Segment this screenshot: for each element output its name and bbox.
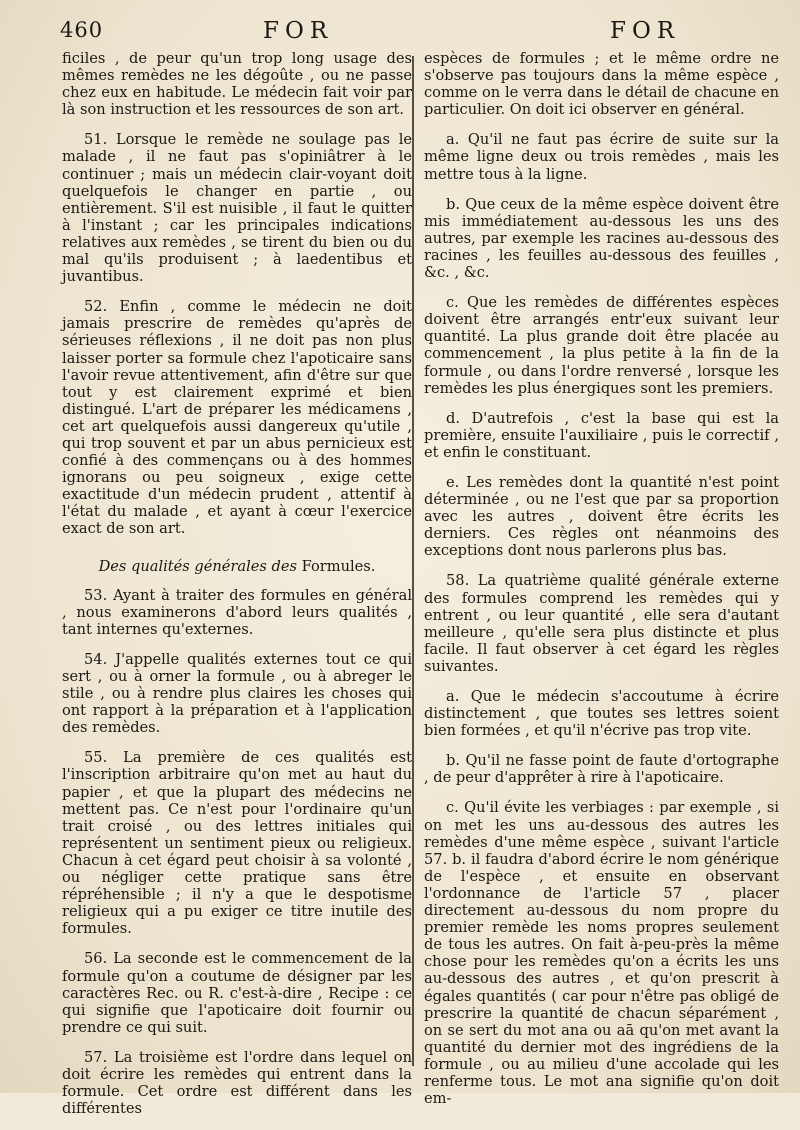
paragraph-58c: c. Qu'il évite les verbiages : par exemple , si on met les uns au-dessous des autres les remèdes d'une même espèce , suivant l'article 57. b. il faudra d'abord écrire le nom générique de l'espèce , et ensuite en observant l'ordonnance de l'article 57 , placer directement au-dessous du nom propre du premier remède les noms propres seulement de tous les autres. On fait à-peu-près la même chose pour les remèdes qu'on a écrits les uns au-dessous des autres , et qu'on prescrit à égales quantités ( car pour n'être pas obligé de prescrire la quantité de chacun séparément , on se sert du mot ana ou aā qu'on met avant la quantité du dernier mot des ingrédiens de la formule , ou au milieu d'une accolade qui les renferme tous. Le mot ana signifie qu'on doit em- bbox=[424, 799, 779, 1108]
running-head-left: FOR bbox=[263, 18, 334, 44]
left-column bbox=[62, 50, 412, 1130]
right-column bbox=[424, 50, 779, 1120]
column-divider bbox=[412, 56, 414, 1066]
page-number: 460 bbox=[60, 18, 104, 42]
paragraph-57: 57. La troisième est l'ordre dans lequel on doit écrire les remèdes qui entrent dans la formule. Cet ordre est différent dans les différentes bbox=[62, 1048, 412, 1118]
section-heading bbox=[62, 558, 412, 575]
paragraph-58: 58. La quatrième qualité générale externe des formules comprend les remèdes qui y entrent , ou leur quantité , elle sera d'autant meilleure , qu'elle sera plus distincte et plus facile. Il faut observer à cet égard les règles suivantes. bbox=[424, 572, 779, 675]
running-head-right: FOR bbox=[610, 18, 681, 44]
paragraph-57d: d. D'autrefois , c'est la base qui est la première, ensuite l'auxiliaire , puis le correctif , et enfin le constituant. bbox=[424, 409, 779, 461]
paragraph-53: 53. Ayant à traiter des formules en général , nous examinerons d'abord leurs qualités , tant internes qu'externes. bbox=[62, 586, 412, 638]
paragraph-51: 51. Lorsque le remède ne soulage pas le malade , il ne faut pas s'opiniâtrer à le continuer ; mais un médecin clair-voyant doit quelquefois le changer en partie , ou entièrement. S'il est nuisible , il faut le quitter à l'instant ; car les principales indications relatives aux remèdes , se tirent du bien ou du mal qu'ils produisent ; à laedentibus et juvantibus. bbox=[62, 131, 412, 286]
paragraph-56: 56. La seconde est le commencement de la formule qu'on a coutume de désigner par les caractères Rec. ou R. c'est-à-dire , Recipe : ce qui signifie que l'apoticaire doit fournir ou prendre ce qui suit. bbox=[62, 950, 412, 1036]
paragraph-54: 54. J'appelle qualités externes tout ce qui sert , ou à orner la formule , ou à abreger le stile , ou à rendre plus claires les choses qui ont rapport à la préparation et à l'application des remèdes. bbox=[62, 650, 412, 737]
paragraph-55: 55. La première de ces qualités est l'inscription arbitraire qu'on met au haut du papier , et que la plupart des médecins ne mettent pas. Ce n'est pour l'ordinaire qu'un trait croisé , ou des lettres initiales qui représentent un sentiment pieux ou religieux. Chacun à cet égard peut choisir à sa volonté , ou négliger cette pratique sans être répréhensible ; il n'y a que le despotisme religieux qui a pu exiger ce titre inutile des formules. bbox=[62, 749, 412, 938]
paragraph-57a: a. Qu'il ne faut pas écrire de suite sur la même ligne deux ou trois remèdes , mais les mettre tous à la ligne. bbox=[424, 131, 779, 183]
paragraph-58a: a. Que le médecin s'accoutume à écrire distinctement , que toutes ses lettres soient bien formées , et qu'il n'écrive pas trop vite. bbox=[424, 688, 779, 740]
page-header bbox=[58, 14, 770, 48]
paragraph-continuation-right: espèces de formules ; et le même ordre ne s'observe pas toujours dans la même espèce , comme on le verra dans le détail de chacune en particulier. On doit ici observer en général. bbox=[424, 50, 779, 119]
paragraph-57b: b. Que ceux de la même espèce doivent être mis immédiatement au-dessous les uns des autres, par exemple les racines au-dessous des racines , les feuilles au-dessous des feuilles , &c. , &c. bbox=[424, 195, 779, 282]
paragraph-continuation: ficiles , de peur qu'un trop long usage des mêmes remèdes ne les dégoûte , ou ne passe chez eux en habitude. Le médecin fait voir par là son instruction et les ressources de son art. bbox=[62, 50, 412, 119]
paragraph-52: 52. Enfin , comme le médecin ne doit jamais prescrire de remèdes qu'après de sérieuses réflexions , il ne doit pas non plus laisser porter sa formule chez l'apoticaire sans l'avoir revue attentivement, afin d'être sur que tout y est clairement exprimé et bien distingué. L'art de préparer les médicamens , cet art quelquefois aussi dangereux qu'utile , qui trop souvent et par un abus pernicieux est confié à des commençans ou à des hommes ignorans ou peu soigneux , exige cette exactitude d'un médecin prudent , attentif à l'état du malade , et ayant à cœur l'exercice exact de son art. bbox=[62, 298, 412, 538]
paragraph-57e: e. Les remèdes dont la quantité n'est point déterminée , ou ne l'est que par sa proportion avec les autres , doivent être écrits les derniers. Ces règles ont néanmoins des exceptions dont nous parlerons plus bas. bbox=[424, 473, 779, 560]
paragraph-58b: b. Qu'il ne fasse point de faute d'ortographe , de peur d'apprêter à rire à l'apoticaire. bbox=[424, 752, 779, 787]
section-heading-italic: Des qualités générales des bbox=[98, 557, 298, 575]
paragraph-57c: c. Que les remèdes de différentes espèces doivent être arrangés entr'eux suivant leur quantité. La plus grande doit être placée au commencement , la plus petite à la fin de la formule , ou dans l'ordre renversé , lorsque les remèdes les plus énergiques sont les premiers. bbox=[424, 294, 779, 397]
section-heading-upright: Formules. bbox=[301, 557, 376, 575]
